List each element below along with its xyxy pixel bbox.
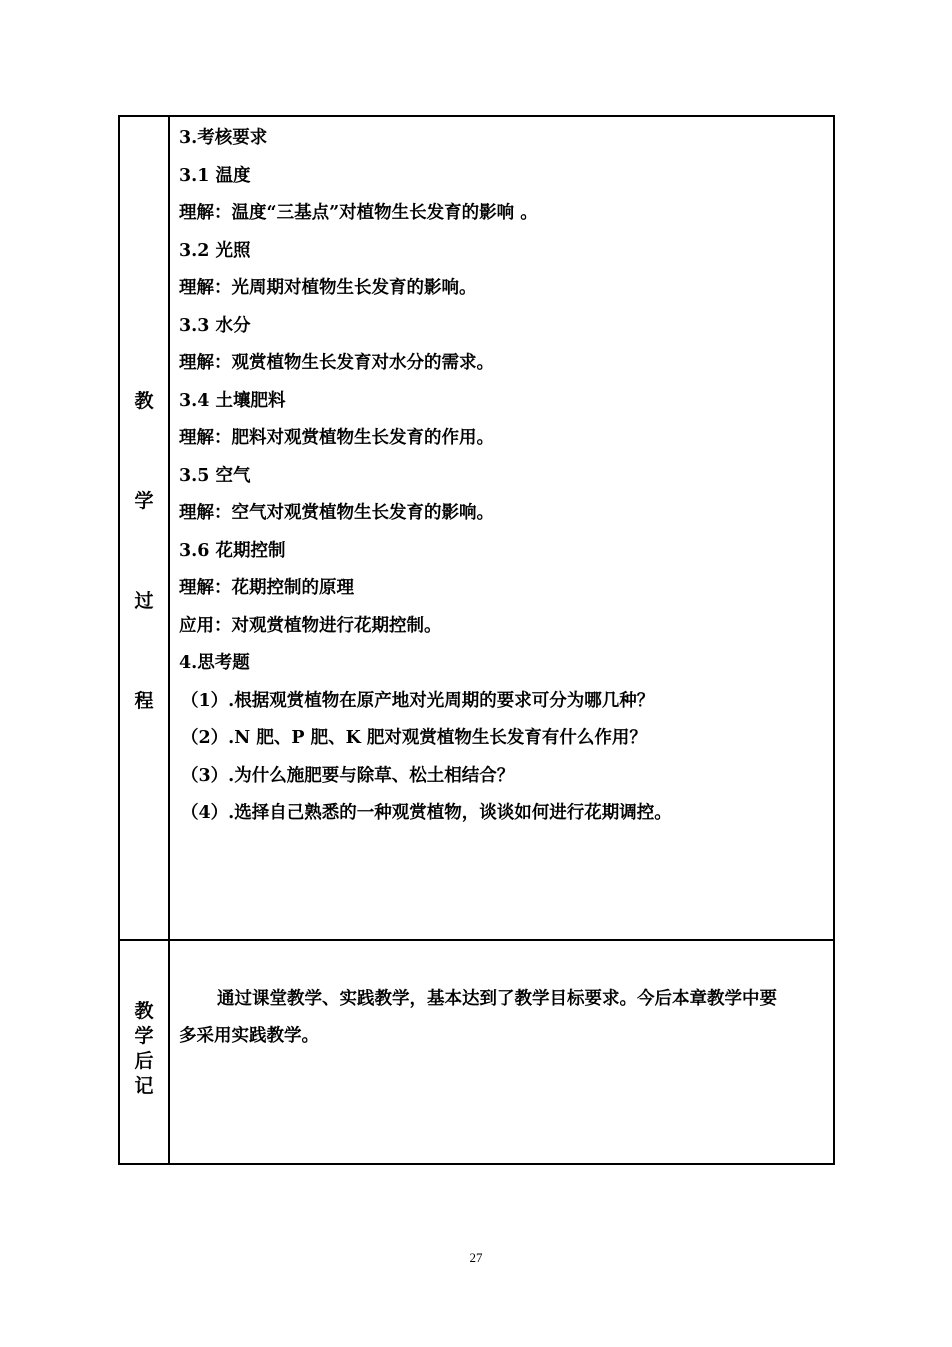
question-item: （1）.根据观赏植物在原产地对光周期的要求可分为哪几种？ (181, 690, 655, 711)
label-char: 教 (134, 390, 154, 412)
question-item: （2）.N 肥、P 肥、K 肥对观赏植物生长发育有什么作用？ (181, 728, 647, 748)
teaching-reflection-text (170, 941, 833, 1055)
requirement-text: 理解：肥料对观赏植物生长发育的作用。 (179, 428, 494, 448)
requirement-text: 理解：光周期对植物生长发育的影响。 (179, 278, 477, 298)
label-char: 记 (134, 1075, 154, 1097)
reflection-paragraph-line: 多采用实践教学。 (179, 1026, 319, 1046)
reflection-paragraph-line (179, 981, 825, 1018)
question-item: （3）.为什么施肥要与除草、松土相结合？ (181, 765, 515, 786)
teaching-process-row (119, 116, 834, 940)
subsection-heading: 3.2 光照 (179, 240, 251, 261)
label-char: 学 (134, 1025, 154, 1047)
requirement-text: 理解：空气对观赏植物生长发育的影响。 (179, 503, 494, 523)
teaching-process-content-cell (169, 116, 834, 940)
requirement-text: 理解：温度“三基点”对植物生长发育的影响 。 (179, 203, 538, 223)
label-char: 过 (134, 590, 154, 612)
subsection-heading: 3.3 水分 (179, 315, 251, 336)
question-item: （4）.选择自己熟悉的一种观赏植物，谈谈如何进行花期调控。 (181, 803, 672, 823)
teaching-reflection-label (120, 941, 168, 1099)
subsection-heading: 3.1 温度 (179, 165, 251, 186)
label-char: 教 (134, 1000, 154, 1022)
subsection-heading: 3.4 土壤肥料 (179, 390, 286, 411)
teaching-reflection-row (119, 940, 834, 1164)
label-char: 后 (134, 1050, 154, 1072)
teaching-process-label (120, 117, 168, 789)
section-heading: 3.考核要求 (179, 128, 268, 148)
section-heading: 4.思考题 (179, 653, 250, 673)
reflection-line-1: 通过课堂教学、实践教学，基本达到了教学目标要求。今后本章教学中要 (217, 989, 777, 1009)
requirement-text: 应用：对观赏植物进行花期控制。 (179, 615, 442, 636)
lesson-plan-table (118, 115, 835, 1165)
teaching-reflection-content-cell (169, 940, 834, 1164)
teaching-process-label-cell (119, 116, 169, 940)
subsection-heading: 3.6 花期控制 (179, 540, 286, 561)
teaching-process-content (170, 117, 833, 833)
requirement-text: 理解：观赏植物生长发育对水分的需求。 (179, 353, 494, 373)
requirement-text: 理解：花期控制的原理 (179, 578, 354, 598)
teaching-reflection-label-cell (119, 940, 169, 1164)
label-char: 学 (134, 490, 154, 512)
label-char: 程 (134, 690, 154, 712)
subsection-heading: 3.5 空气 (179, 465, 251, 486)
page-number: 27 (469, 1250, 483, 1265)
